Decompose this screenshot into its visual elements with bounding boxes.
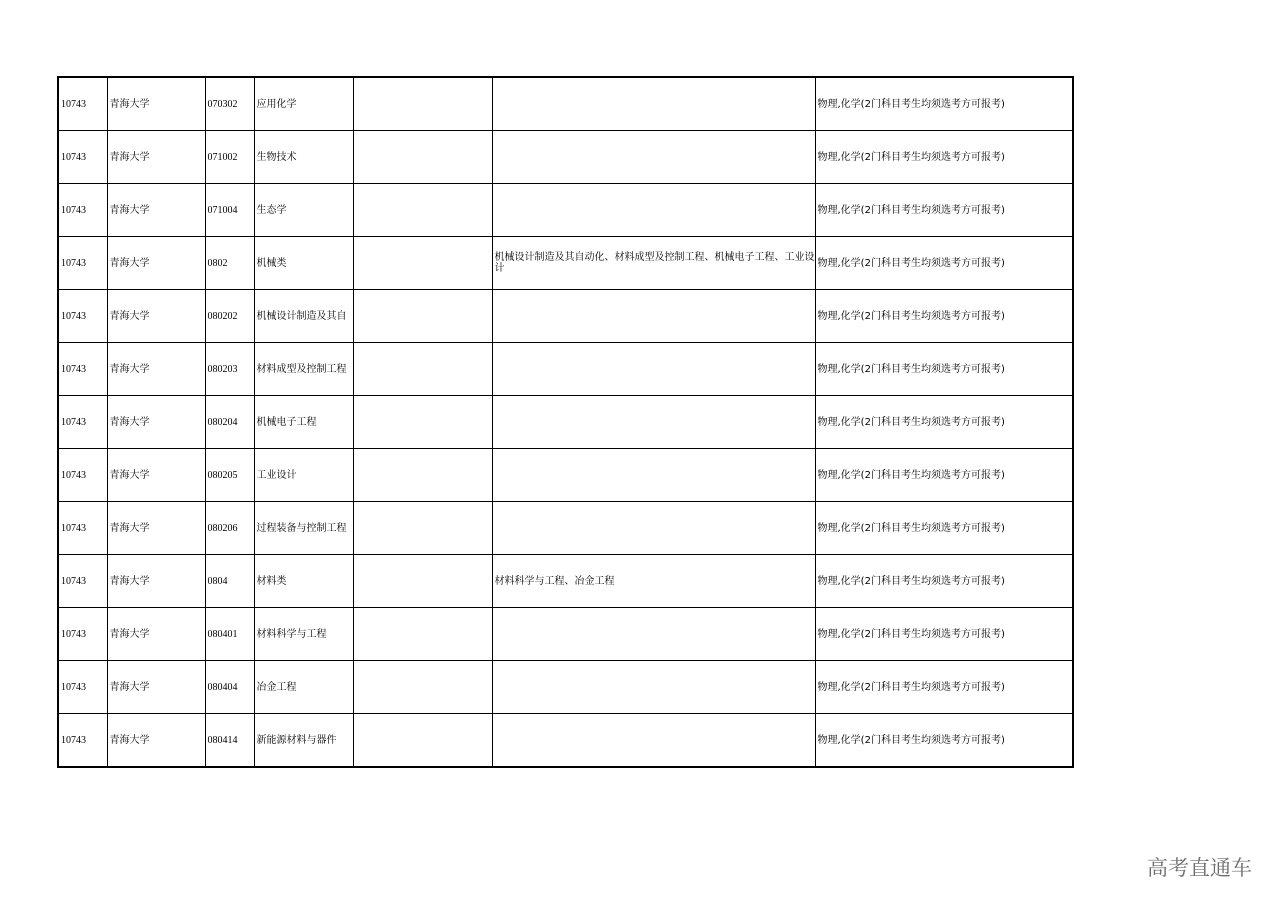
table-row bbox=[58, 608, 1073, 661]
subject-requirement-cell: 物理,化学(2门科目考生均须选考方可报考) bbox=[815, 184, 1073, 237]
table-row bbox=[58, 237, 1073, 290]
includes-majors-cell bbox=[492, 714, 815, 768]
table-row bbox=[58, 396, 1073, 449]
school-code-cell: 10743 bbox=[58, 343, 107, 396]
major-name-cell: 机械类 bbox=[254, 237, 353, 290]
note-cell bbox=[353, 343, 492, 396]
subject-requirement-cell: 物理,化学(2门科目考生均须选考方可报考) bbox=[815, 502, 1073, 555]
subject-requirement-cell: 物理,化学(2门科目考生均须选考方可报考) bbox=[815, 343, 1073, 396]
subject-requirement-cell: 物理,化学(2门科目考生均须选考方可报考) bbox=[815, 237, 1073, 290]
school-name-cell: 青海大学 bbox=[107, 608, 205, 661]
school-code-cell: 10743 bbox=[58, 714, 107, 768]
includes-majors-cell bbox=[492, 396, 815, 449]
school-name-cell: 青海大学 bbox=[107, 237, 205, 290]
note-cell bbox=[353, 184, 492, 237]
note-cell bbox=[353, 396, 492, 449]
school-code-cell: 10743 bbox=[58, 184, 107, 237]
school-code-cell: 10743 bbox=[58, 131, 107, 184]
admission-requirements-table bbox=[57, 76, 1074, 768]
note-cell bbox=[353, 555, 492, 608]
school-name-cell: 青海大学 bbox=[107, 502, 205, 555]
table-row bbox=[58, 343, 1073, 396]
subject-requirement-cell: 物理,化学(2门科目考生均须选考方可报考) bbox=[815, 714, 1073, 768]
school-code-cell: 10743 bbox=[58, 396, 107, 449]
note-cell bbox=[353, 77, 492, 131]
includes-majors-cell: 机械设计制造及其自动化、材料成型及控制工程、机械电子工程、工业设计 bbox=[492, 237, 815, 290]
subject-requirement-cell: 物理,化学(2门科目考生均须选考方可报考) bbox=[815, 290, 1073, 343]
school-code-cell: 10743 bbox=[58, 77, 107, 131]
major-code-cell: 080204 bbox=[205, 396, 254, 449]
includes-majors-cell: 材料科学与工程、冶金工程 bbox=[492, 555, 815, 608]
major-code-cell: 0802 bbox=[205, 237, 254, 290]
school-name-cell: 青海大学 bbox=[107, 714, 205, 768]
school-code-cell: 10743 bbox=[58, 502, 107, 555]
includes-majors-cell bbox=[492, 449, 815, 502]
major-name-cell: 应用化学 bbox=[254, 77, 353, 131]
school-name-cell: 青海大学 bbox=[107, 77, 205, 131]
table-row bbox=[58, 77, 1073, 131]
school-name-cell: 青海大学 bbox=[107, 396, 205, 449]
subject-requirement-cell: 物理,化学(2门科目考生均须选考方可报考) bbox=[815, 396, 1073, 449]
watermark: 高考直通车 bbox=[1147, 856, 1252, 880]
major-code-cell: 080205 bbox=[205, 449, 254, 502]
school-name-cell: 青海大学 bbox=[107, 184, 205, 237]
table-row bbox=[58, 290, 1073, 343]
subject-requirement-cell: 物理,化学(2门科目考生均须选考方可报考) bbox=[815, 77, 1073, 131]
includes-majors-cell bbox=[492, 77, 815, 131]
school-name-cell: 青海大学 bbox=[107, 449, 205, 502]
major-code-cell: 080203 bbox=[205, 343, 254, 396]
major-code-cell: 080404 bbox=[205, 661, 254, 714]
major-code-cell: 071002 bbox=[205, 131, 254, 184]
school-name-cell: 青海大学 bbox=[107, 555, 205, 608]
note-cell bbox=[353, 237, 492, 290]
major-name-cell: 工业设计 bbox=[254, 449, 353, 502]
major-name-cell: 材料成型及控制工程 bbox=[254, 343, 353, 396]
subject-requirement-cell: 物理,化学(2门科目考生均须选考方可报考) bbox=[815, 661, 1073, 714]
table-row bbox=[58, 502, 1073, 555]
school-code-cell: 10743 bbox=[58, 290, 107, 343]
major-name-cell: 生物技术 bbox=[254, 131, 353, 184]
major-code-cell: 071004 bbox=[205, 184, 254, 237]
major-code-cell: 0804 bbox=[205, 555, 254, 608]
major-code-cell: 080202 bbox=[205, 290, 254, 343]
major-name-cell: 机械设计制造及其自 bbox=[254, 290, 353, 343]
includes-majors-cell bbox=[492, 184, 815, 237]
table-row bbox=[58, 131, 1073, 184]
note-cell bbox=[353, 290, 492, 343]
school-code-cell: 10743 bbox=[58, 237, 107, 290]
major-code-cell: 080401 bbox=[205, 608, 254, 661]
major-name-cell: 材料科学与工程 bbox=[254, 608, 353, 661]
major-code-cell: 080414 bbox=[205, 714, 254, 768]
major-name-cell: 新能源材料与器件 bbox=[254, 714, 353, 768]
subject-requirement-cell: 物理,化学(2门科目考生均须选考方可报考) bbox=[815, 555, 1073, 608]
school-code-cell: 10743 bbox=[58, 608, 107, 661]
includes-majors-cell bbox=[492, 131, 815, 184]
major-code-cell: 080206 bbox=[205, 502, 254, 555]
table-row bbox=[58, 555, 1073, 608]
subject-requirement-cell: 物理,化学(2门科目考生均须选考方可报考) bbox=[815, 608, 1073, 661]
school-name-cell: 青海大学 bbox=[107, 661, 205, 714]
includes-majors-cell bbox=[492, 502, 815, 555]
school-name-cell: 青海大学 bbox=[107, 290, 205, 343]
note-cell bbox=[353, 661, 492, 714]
includes-majors-cell bbox=[492, 290, 815, 343]
major-name-cell: 过程装备与控制工程 bbox=[254, 502, 353, 555]
major-name-cell: 机械电子工程 bbox=[254, 396, 353, 449]
note-cell bbox=[353, 714, 492, 768]
subject-requirement-cell: 物理,化学(2门科目考生均须选考方可报考) bbox=[815, 131, 1073, 184]
table-row bbox=[58, 714, 1073, 768]
includes-majors-cell bbox=[492, 343, 815, 396]
includes-majors-cell bbox=[492, 661, 815, 714]
table-row bbox=[58, 184, 1073, 237]
school-code-cell: 10743 bbox=[58, 555, 107, 608]
major-code-cell: 070302 bbox=[205, 77, 254, 131]
major-name-cell: 材料类 bbox=[254, 555, 353, 608]
table-body bbox=[58, 77, 1073, 767]
note-cell bbox=[353, 131, 492, 184]
table-row bbox=[58, 661, 1073, 714]
note-cell bbox=[353, 608, 492, 661]
major-name-cell: 生态学 bbox=[254, 184, 353, 237]
school-name-cell: 青海大学 bbox=[107, 131, 205, 184]
note-cell bbox=[353, 449, 492, 502]
school-name-cell: 青海大学 bbox=[107, 343, 205, 396]
note-cell bbox=[353, 502, 492, 555]
school-code-cell: 10743 bbox=[58, 449, 107, 502]
includes-majors-cell bbox=[492, 608, 815, 661]
major-name-cell: 冶金工程 bbox=[254, 661, 353, 714]
subject-requirement-cell: 物理,化学(2门科目考生均须选考方可报考) bbox=[815, 449, 1073, 502]
table-row bbox=[58, 449, 1073, 502]
school-code-cell: 10743 bbox=[58, 661, 107, 714]
